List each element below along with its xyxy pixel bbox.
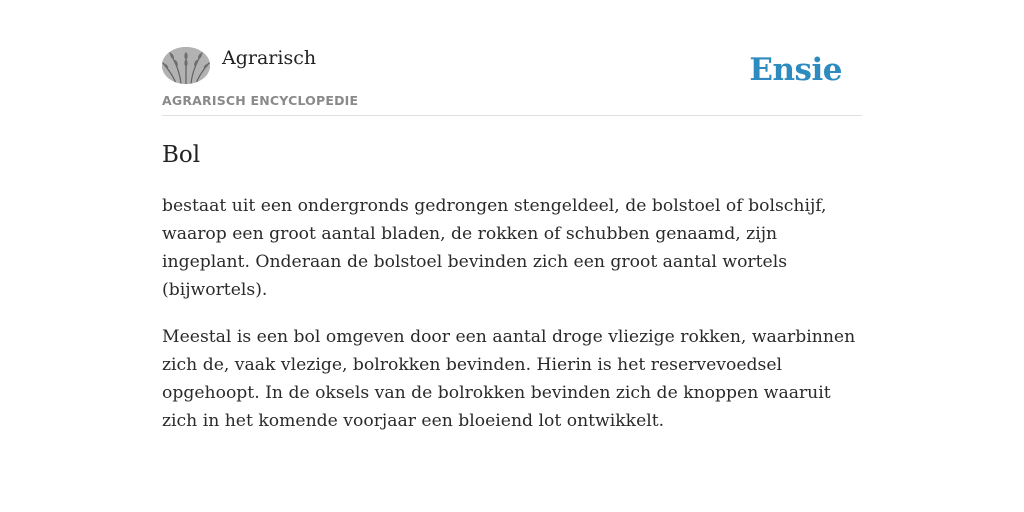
entry-paragraph: Meestal is een bol omgeven door een aantal droge vliezige rokken, waarbinnen zich de, vaak vlezige, bolrokken bevinden. Hierin is het reservevoedsel opgehoopt. In de oksels van de bolrokken bevinden zich de knoppen waaruit zich in het komende voorjaar een bloeiend lot ontwikkelt. bbox=[162, 327, 856, 431]
content-container bbox=[162, 0, 862, 431]
entry-title: Bol bbox=[162, 142, 201, 168]
entry-paragraph: bestaat uit een ondergronds gedrongen stengeldeel, de bolstoel of bolschijf, waarop een groot aantal bladen, de rokken of schubben genaamd, zijn ingeplant. Onderaan de bolstoel bevinden zich een groot aantal wortels (bijwortels). bbox=[162, 196, 827, 300]
brand-logo[interactable]: Ensie bbox=[749, 52, 842, 88]
wheat-icon[interactable] bbox=[162, 47, 210, 84]
source-name[interactable]: Agrarisch bbox=[222, 47, 317, 69]
entry-body bbox=[162, 192, 862, 454]
source-subtitle: AGRARISCH ENCYCLOPEDIE bbox=[162, 93, 359, 108]
source-header bbox=[162, 0, 862, 116]
